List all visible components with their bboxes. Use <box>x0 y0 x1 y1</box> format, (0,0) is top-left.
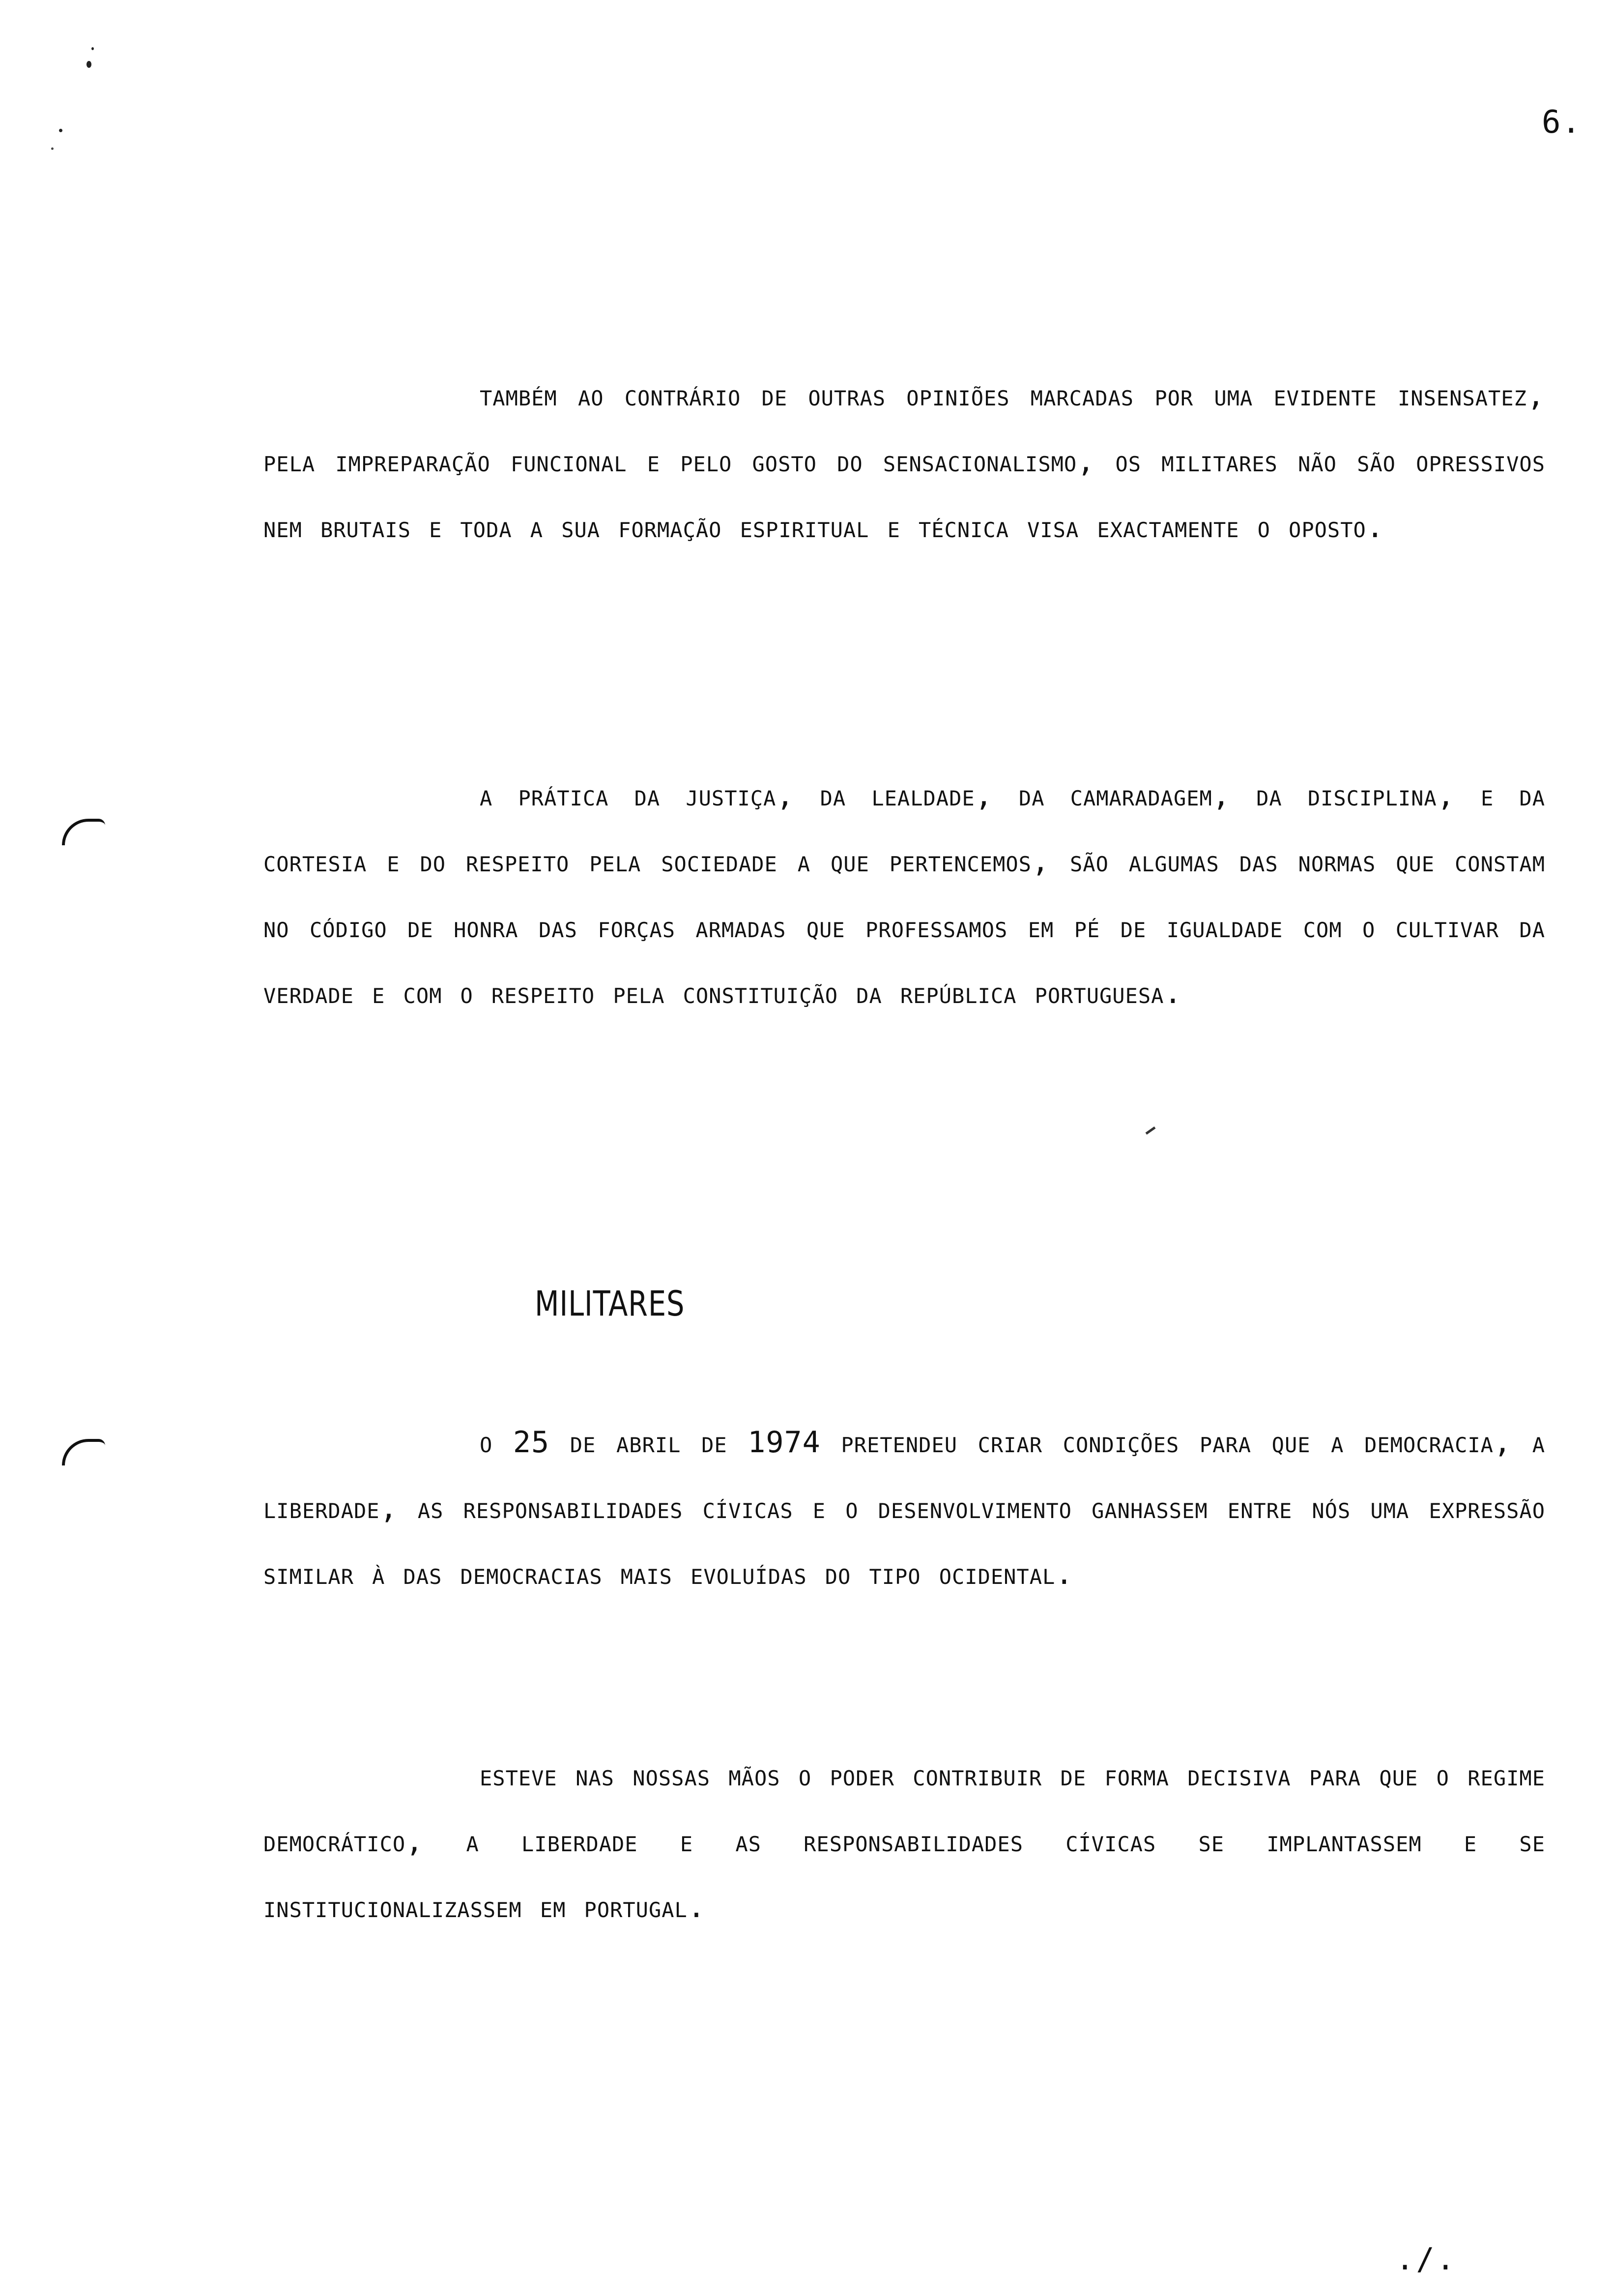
paragraph <box>263 1409 1545 1607</box>
page-number: 6. <box>1541 104 1582 141</box>
scan-speck <box>59 129 62 132</box>
scan-speck <box>51 147 54 150</box>
paragraph <box>263 1743 1545 1940</box>
paragraph <box>263 363 1545 560</box>
paragraph-text: o 25 de abril de 1974 pretendeu criar condições para que a democracia, a liberdade, as responsabilidades cívicas e o desenvolvimento ganhassem entre nós uma expressão similar à das democracias mais evoluídas do tipo ocidental. <box>263 1425 1545 1591</box>
paragraph-text: esteve nas nossas mãos o poder contribuir de forma decisiva para que o regime democrático, a liberdade e as responsabilidades cívicas se implantassem e se institucionalizassem em portugal. <box>263 1758 1545 1924</box>
scan-speck <box>1146 1126 1156 1135</box>
punch-hole-mark <box>62 1439 105 1465</box>
scan-speck <box>86 61 91 68</box>
paragraph-text: a prática da justiça, da lealdade, da camaradagem, da disciplina, e da cortesia e do respeito pela sociedade a que pertencemos, são algumas das normas que constam no código de honra das forças armadas que professamos em pé de igualdade com o cultivar da verdade e com o respeito pela constituição da república portuguesa. <box>263 778 1545 1010</box>
paragraph <box>263 763 1545 1026</box>
punch-hole-mark <box>62 819 105 845</box>
section-heading: MILITARES <box>535 1284 685 1324</box>
continuation-mark: ./. <box>1396 2241 1457 2277</box>
scan-speck <box>91 47 94 50</box>
paragraph-text: também ao contrário de outras opiniões marcadas por uma evidente insensatez, pela impreparação funcional e pelo gosto do sensacionalismo, os militares não são opressivos nem brutais e toda a sua formação espiritual e técnica visa exactamente o oposto. <box>263 378 1545 545</box>
